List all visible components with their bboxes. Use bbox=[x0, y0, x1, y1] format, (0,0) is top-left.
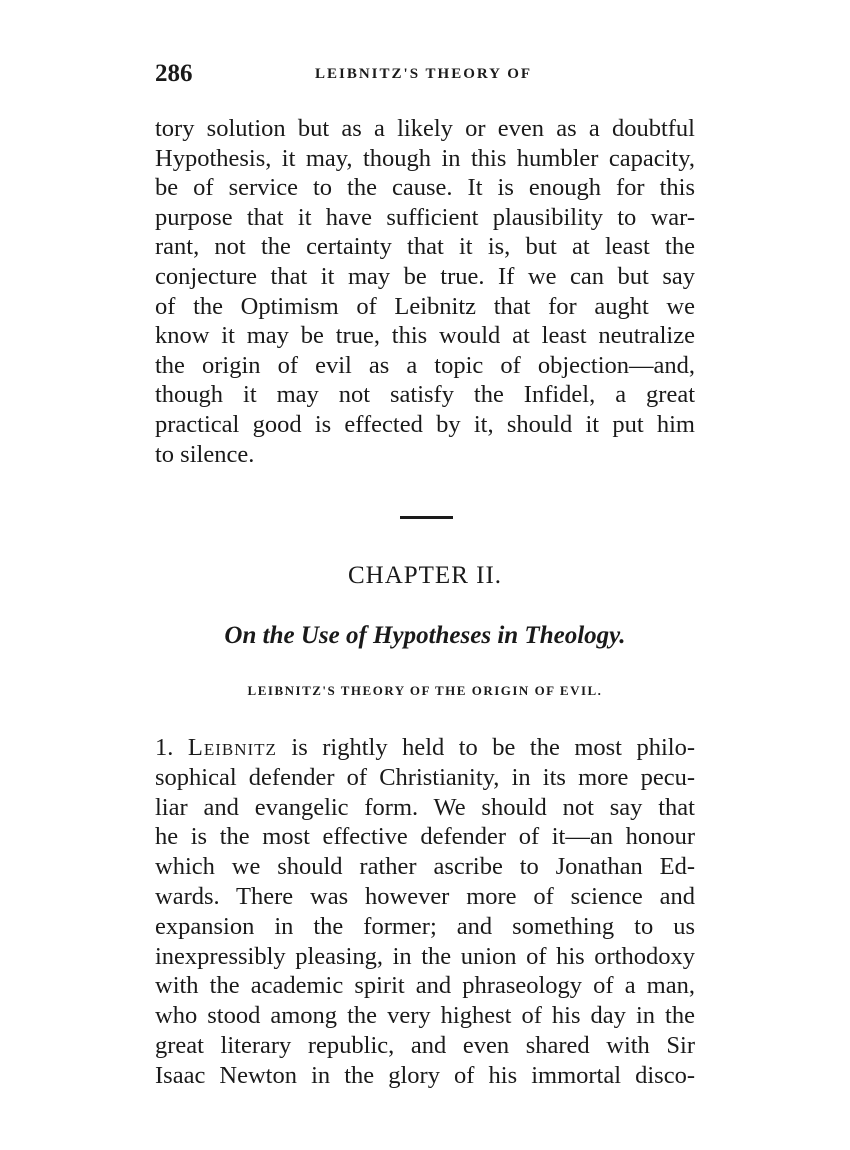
text-line: tory solution but as a likely or even as a doubtful bbox=[155, 115, 695, 142]
text-line: know it may be true, this would at least neutralize bbox=[155, 322, 695, 350]
section-divider bbox=[400, 516, 453, 519]
text-line: he is the most effective defender of it—an honour bbox=[155, 823, 695, 851]
text-line: rant, not the certainty that it is, but at least the bbox=[155, 233, 695, 261]
text-line: with the academic spirit and phraseology of a man, bbox=[155, 972, 695, 1000]
text-line: the origin of evil as a topic of objection—and, bbox=[155, 351, 695, 379]
text-line: who stood among the very highest of his day in the bbox=[155, 1002, 695, 1030]
first-word: Leibnitz bbox=[187, 734, 277, 761]
text-line: though it may not satisfy the Infidel, a great bbox=[155, 381, 695, 409]
text-line: great literary republic, and even shared with Sir bbox=[155, 1031, 695, 1059]
page-number: 286 bbox=[155, 60, 193, 87]
text-line: liar and evangelic form. We should not say that bbox=[155, 793, 695, 821]
paragraph-numbered bbox=[155, 733, 695, 1091]
text-line: to silence. bbox=[155, 440, 255, 468]
text-line: purpose that it have sufficient plausibility to war- bbox=[155, 203, 695, 231]
text-line: expansion in the former; and something to us bbox=[155, 912, 695, 940]
text-line: be of service to the cause. It is enough for this bbox=[155, 174, 695, 202]
text-line: wards. There was however more of science and bbox=[155, 882, 695, 910]
section-heading: LEIBNITZ'S THEORY OF THE ORIGIN OF EVIL. bbox=[247, 683, 603, 698]
text-line: conjecture that it may be true. If we can but say bbox=[155, 262, 695, 290]
text-line: Isaac Newton in the glory of his immortal disco- bbox=[155, 1061, 695, 1089]
text-line: which we should rather ascribe to Jonathan Ed- bbox=[155, 853, 695, 881]
text-line: of the Optimism of Leibnitz that for aught we bbox=[155, 292, 695, 320]
text-line: practical good is effected by it, should it put him bbox=[155, 410, 695, 438]
chapter-subtitle: On the Use of Hypotheses in Theology. bbox=[224, 622, 626, 649]
text-line-first bbox=[155, 733, 695, 763]
text-line: inexpressibly pleasing, in the union of his orthodoxy bbox=[155, 942, 695, 970]
text-line: sophical defender of Christianity, in its more pecu- bbox=[155, 763, 695, 791]
first-line-rest: is rightly held to be the most philo- bbox=[276, 734, 696, 761]
paragraph-number: 1. bbox=[155, 734, 174, 761]
running-title: LEIBNITZ'S THEORY OF bbox=[315, 66, 533, 82]
running-head bbox=[155, 60, 695, 90]
text-line: Hypothesis, it may, though in this humbler capacity, bbox=[155, 144, 695, 172]
paragraph-continuation bbox=[155, 114, 695, 469]
chapter-title: CHAPTER II. bbox=[347, 562, 503, 589]
